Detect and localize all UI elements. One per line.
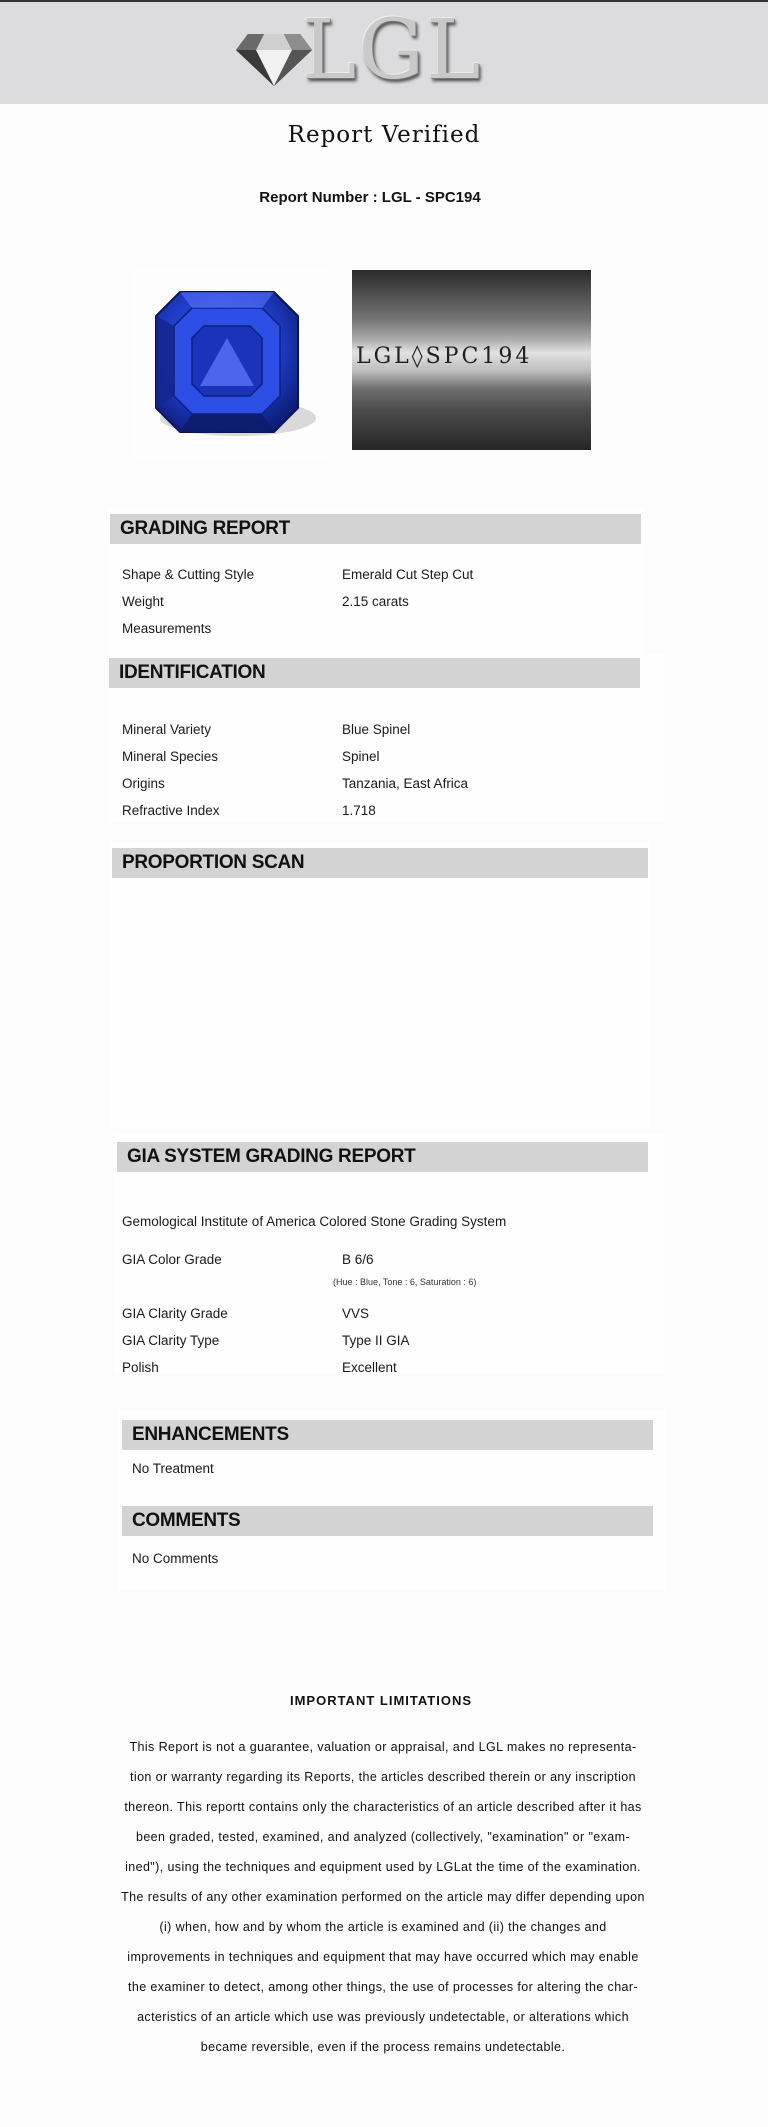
origins-value: Tanzania, East Africa [342,776,469,791]
mineral-species-label: Mineral Species [122,749,219,764]
inscription-photo [352,270,591,450]
refractive-index-label: Refractive Index [122,803,220,818]
page-title: Report Verified [287,122,481,148]
measurements-label: Measurements [122,621,212,636]
limitations-body: This Report is not a guarantee, valuation or appraisal, and LGL makes no representa- tion or warranty regarding its Reports, the articles described therein or any inscription thereon. This reportt contains only the characteristics of an article described after it has been graded, tested, examined, and analyzed (collectively, "examination" or "exam- ined"), using the techniques and equipment used by LGLat the time of the examination. The results of any other examination performed on the article may differ depending upon (i) when, how and by whom the article is examined and (ii) the changes and improvements in techniques and equipment that may have occurred which may enable the examiner to detect, among other things, the use of processes for altering the char- acteristics of an article which use was previously undetectable, or alterations which became reversible, even if the process remains undetectable. [121,1740,645,2054]
gia-color-note: (Hue : Blue, Tone : 6, Saturation : 6) [333,1277,477,1287]
grading-report-header: GRADING REPORT [110,514,641,544]
inscription-text: LGL◊SPC194 [356,344,533,369]
gia-subtitle: Gemological Institute of America Colored Stone Grading System [122,1214,507,1229]
comments-header: COMMENTS [122,1506,653,1536]
gia-color-label: GIA Color Grade [122,1252,222,1267]
identification-header: IDENTIFICATION [109,658,640,688]
gia-header: GIA SYSTEM GRADING REPORT [117,1142,648,1172]
refractive-index-value: 1.718 [342,803,376,818]
polish-value: Excellent [342,1360,397,1375]
enhancements-header: ENHANCEMENTS [122,1420,653,1450]
mineral-variety-value: Blue Spinel [342,722,411,737]
weight-label: Weight [122,594,164,609]
shape-label: Shape & Cutting Style [122,567,255,582]
limitations-title: IMPORTANT LIMITATIONS [289,1693,473,1708]
origins-label: Origins [122,776,165,791]
gia-clarity-grade-label: GIA Clarity Grade [122,1306,228,1321]
gia-color-value: B 6/6 [342,1252,374,1267]
enhancements-text: No Treatment [132,1461,214,1476]
report-number: Report Number : LGL - SPC194 [259,189,481,206]
polish-label: Polish [122,1360,159,1375]
gia-clarity-grade-value: VVS [342,1306,370,1321]
proportion-scan-header: PROPORTION SCAN [112,848,648,878]
weight-value: 2.15 carats [342,594,409,609]
mineral-species-value: Spinel [342,749,380,764]
mineral-variety-label: Mineral Variety [122,722,212,737]
comments-text: No Comments [132,1551,219,1566]
gemstone-photo [134,268,328,460]
shape-value: Emerald Cut Step Cut [342,567,474,582]
gia-clarity-type-label: GIA Clarity Type [122,1333,220,1348]
lgl-logo [232,3,492,98]
proportion-scan-panel [110,842,650,1128]
logo-text: LGL [302,3,483,98]
gia-clarity-type-value: Type II GIA [342,1333,410,1348]
